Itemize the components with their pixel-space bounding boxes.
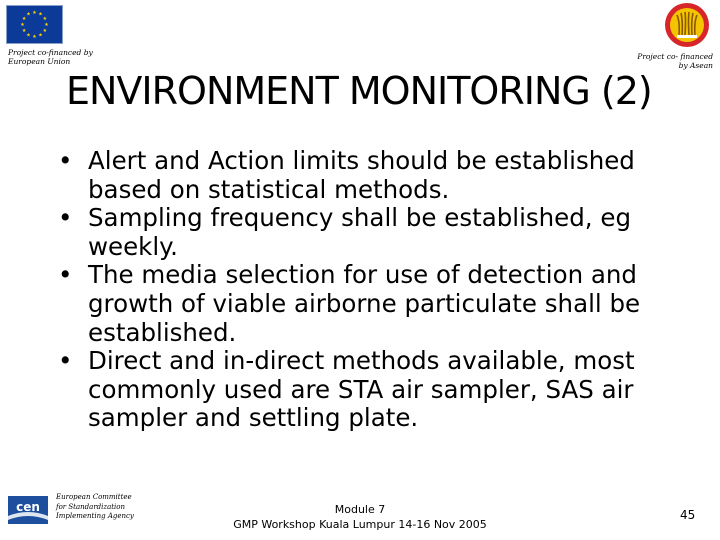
eu-star-icon: ★	[26, 32, 31, 39]
eu-star-icon: ★	[26, 11, 31, 18]
bullet-line: The media selection for use of detection and	[88, 260, 637, 290]
footer-info	[200, 502, 520, 532]
eu-star-icon: ★	[21, 28, 27, 35]
bullet-dot-icon: •	[58, 146, 73, 175]
eu-star-icon: ★	[32, 10, 37, 17]
bullet-line: growth of viable airborne particulate shall be	[88, 288, 641, 318]
asean-credit-line-2: by Asean	[678, 61, 713, 70]
bullet-line: weekly.	[88, 231, 178, 261]
cen-credit-line-3: Implementing Agency	[56, 512, 134, 520]
workshop-label: GMP Workshop Kuala Lumpur 14-16 Nov 2005	[233, 518, 487, 531]
bullet-dot-icon: •	[58, 346, 73, 376]
bullet-dot-icon: •	[58, 203, 73, 233]
bullet-line: Direct and in-direct methods available, most	[88, 346, 635, 376]
slide-title: ENVIRONMENT MONITORING (2)	[66, 69, 652, 113]
eu-star-icon: ★	[32, 34, 37, 41]
cen-credit-line-2: for Standardization	[56, 502, 126, 511]
page-number: 45	[680, 508, 696, 522]
bullet-line: Alert and Action limits should be established	[88, 146, 635, 175]
bullet-item	[58, 204, 658, 261]
bullet-line: commonly used are STA air sampler, SAS air	[88, 374, 634, 404]
asean-credit	[600, 52, 713, 70]
bullet-item	[58, 261, 658, 347]
cen-credit	[56, 493, 156, 522]
bullet-item	[58, 147, 658, 204]
bullet-line: established.	[88, 317, 237, 347]
bullet-line: based on statistical methods.	[88, 174, 450, 204]
eu-credit	[8, 48, 118, 66]
eu-star-icon: ★	[38, 32, 43, 39]
module-label: Module 7	[334, 503, 386, 516]
bullet-item	[58, 347, 658, 433]
eu-flag-logo	[6, 5, 63, 44]
bullet-dot-icon: •	[58, 260, 73, 290]
bullet-list	[58, 147, 658, 433]
bullet-line: sampler and settling plate.	[88, 403, 419, 433]
asean-credit-line-1: Project co- financed	[637, 52, 713, 61]
eu-star-icon: ★	[20, 22, 25, 29]
eu-star-icon: ★	[42, 28, 48, 35]
eu-credit-line-1: Project co-financed by	[8, 48, 93, 57]
cen-logo-text: cen	[16, 500, 40, 514]
cen-credit-line-1: European Committee	[56, 493, 132, 501]
eu-stars-icon	[7, 6, 62, 43]
asean-band-icon	[677, 35, 697, 38]
eu-star-icon: ★	[42, 16, 48, 23]
eu-credit-line-2: European Union	[8, 57, 71, 66]
eu-star-icon: ★	[38, 11, 43, 18]
bullet-line: Sampling frequency shall be established, eg	[88, 203, 631, 233]
eu-star-icon: ★	[21, 16, 27, 23]
asean-logo	[664, 2, 710, 48]
eu-star-icon: ★	[44, 22, 49, 29]
cen-logo	[8, 496, 48, 524]
